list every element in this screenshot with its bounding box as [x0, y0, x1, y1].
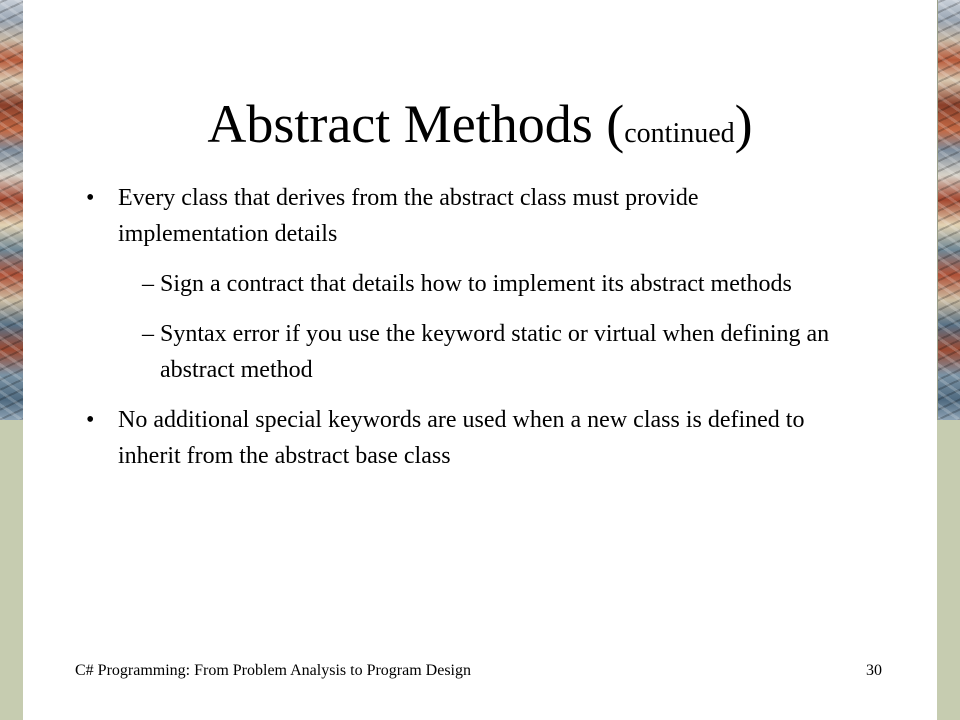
bullet-item — [80, 402, 850, 474]
right-decorative-strip — [937, 0, 960, 720]
bullet-text: No additional special keywords are used when a new class is defined to inherit from the abstract base class — [118, 407, 805, 469]
title-subtitle: continued — [624, 118, 735, 149]
bullet-item — [80, 180, 850, 252]
slide-footer — [75, 661, 882, 681]
bullet-text: Syntax error if you use the keyword static or virtual when defining an abstract method — [160, 321, 830, 383]
page-number: 30 — [866, 662, 882, 679]
bullet-marker: – — [142, 321, 154, 347]
left-strip-band — [0, 420, 23, 720]
right-strip-band — [937, 420, 960, 720]
bullet-text: Every class that derives from the abstract class must provide implementation details — [118, 185, 699, 247]
left-decorative-strip — [0, 0, 23, 720]
footer-course-title: C# Programming: From Problem Analysis to Program Design — [75, 662, 471, 679]
sub-bullet-item — [80, 316, 850, 388]
title-close: ) — [734, 94, 753, 154]
bullet-text: Sign a contract that details how to implement its abstract methods — [160, 271, 792, 297]
bullet-marker: • — [86, 185, 95, 211]
sub-bullet-item — [80, 266, 850, 302]
title-main: Abstract Methods ( — [207, 94, 625, 154]
bullet-marker: – — [142, 271, 154, 297]
slide-body — [80, 180, 850, 488]
slide-title — [23, 92, 937, 166]
left-strip-photo — [0, 0, 23, 420]
right-strip-photo — [937, 0, 960, 420]
bullet-marker: • — [86, 407, 95, 433]
